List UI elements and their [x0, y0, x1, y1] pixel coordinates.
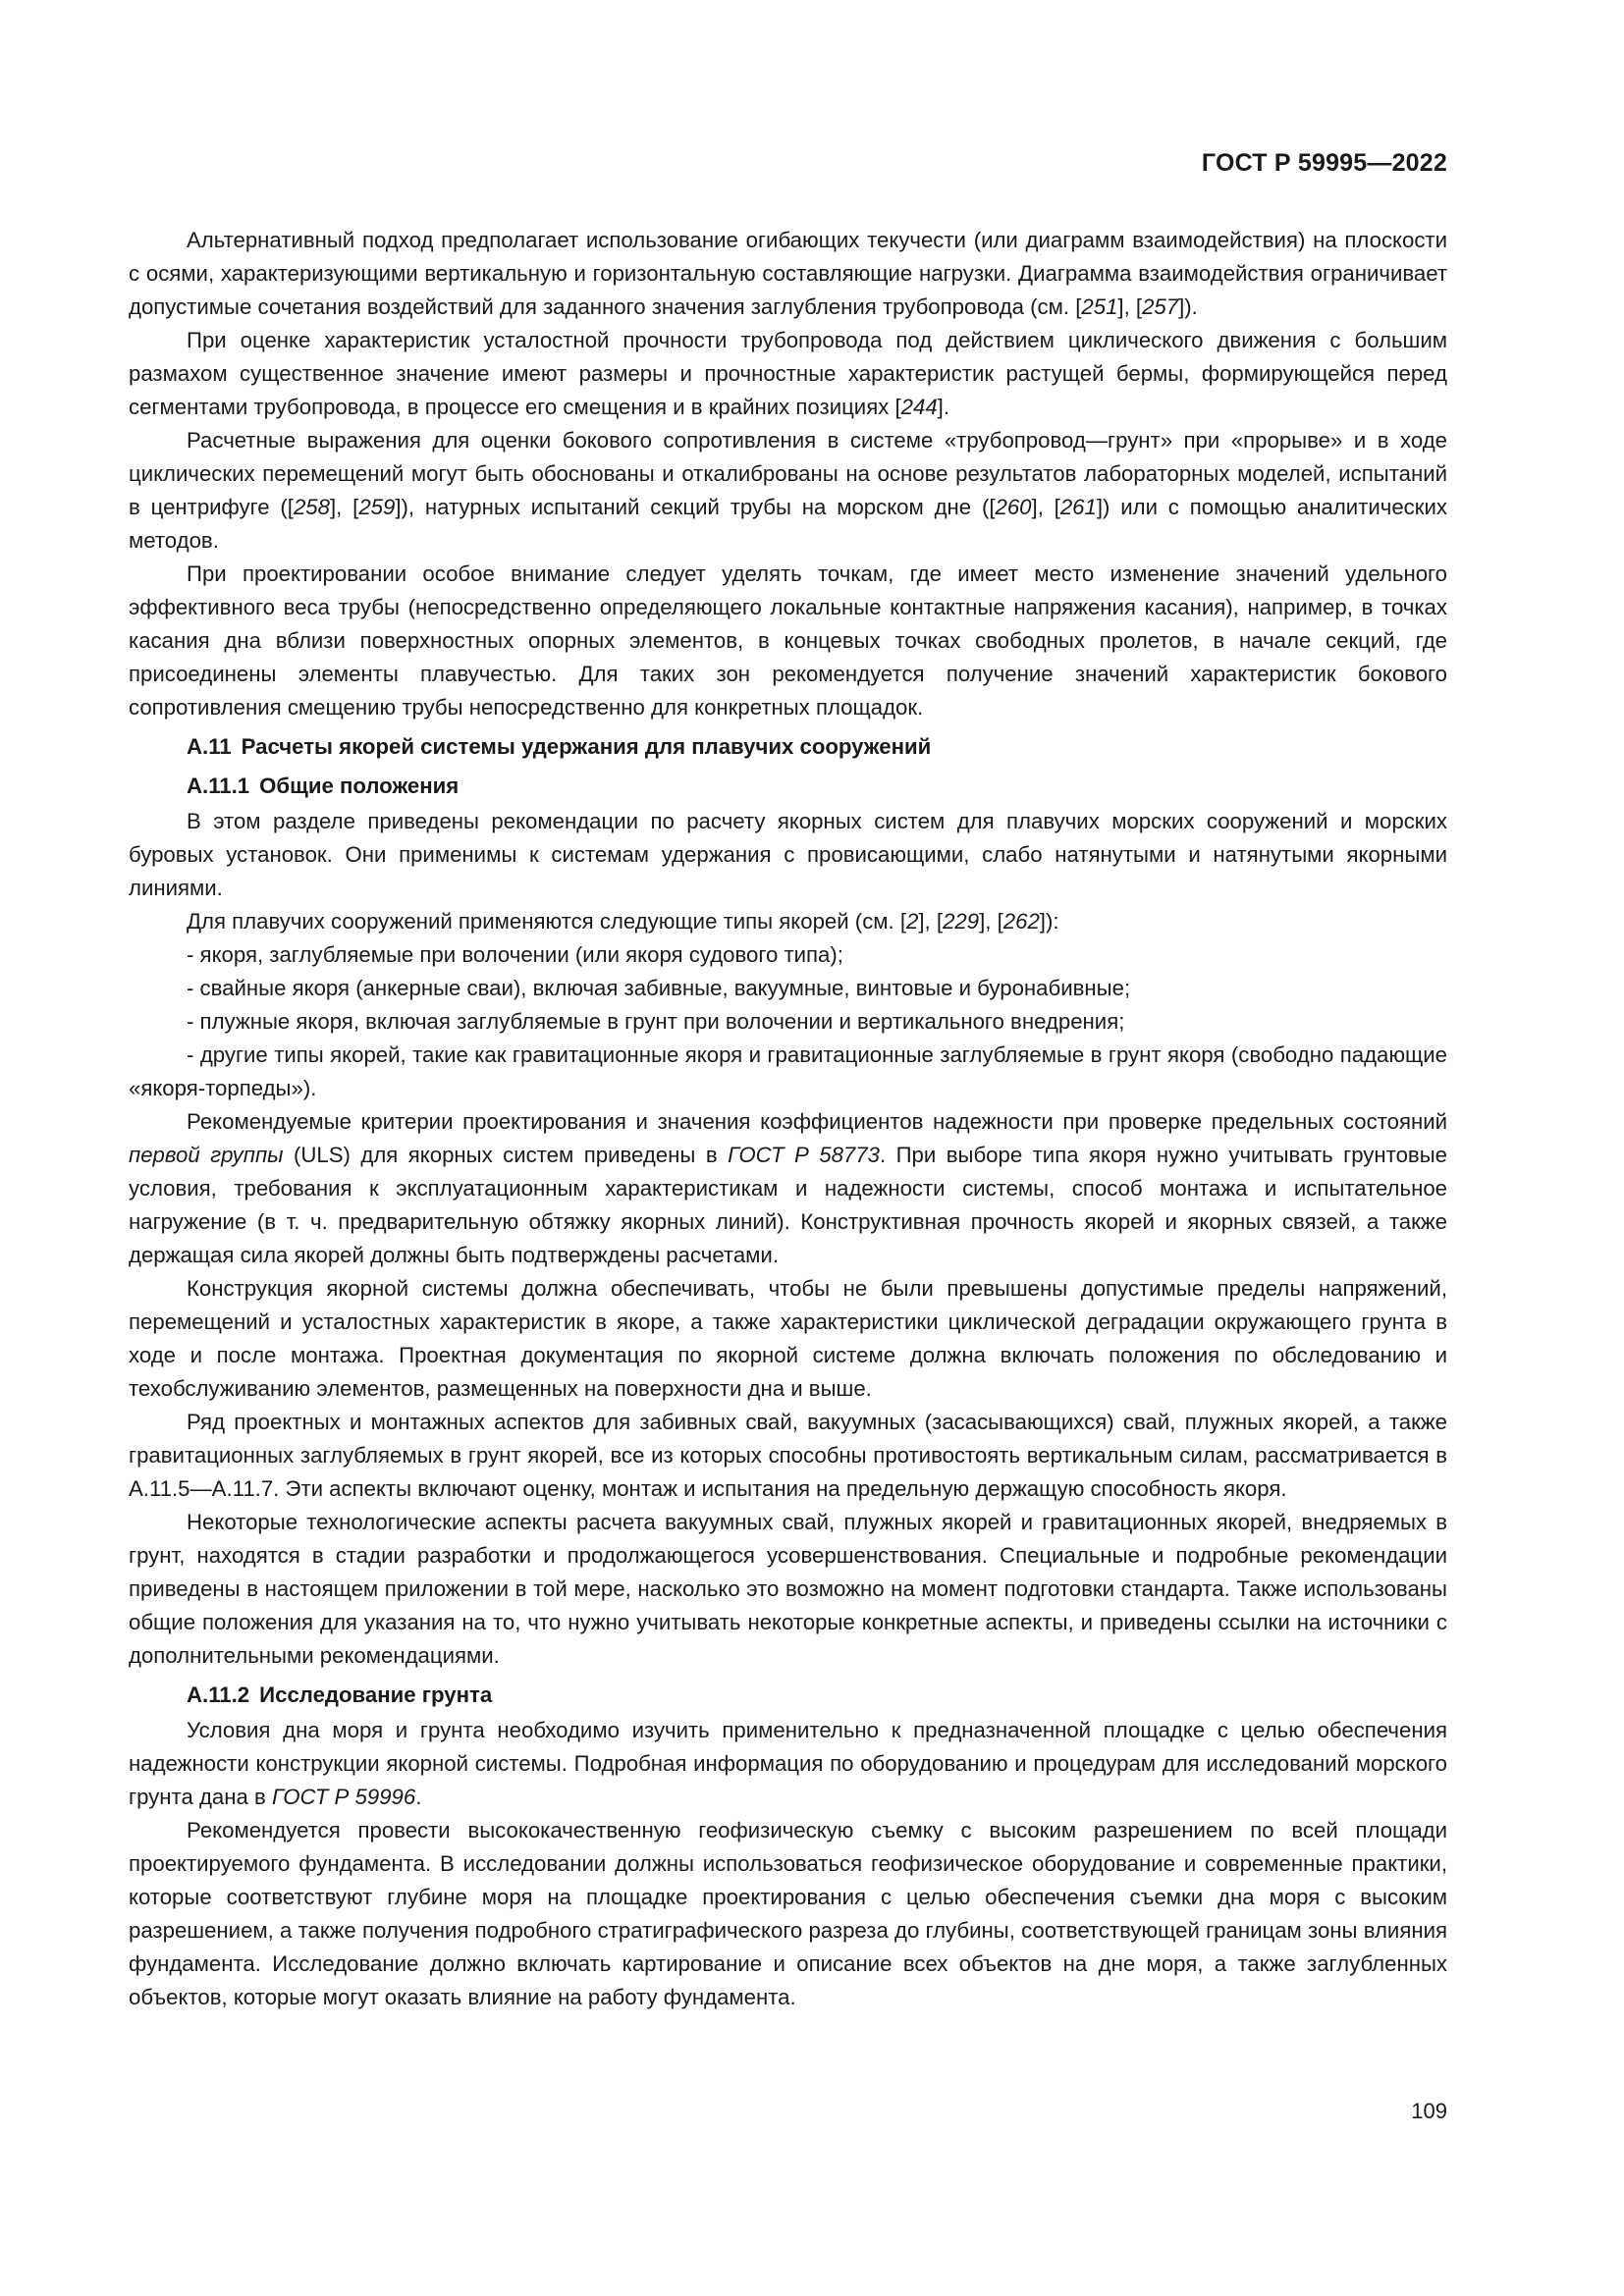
text-run: . — [415, 1785, 422, 1809]
section-number: А.11.2 — [187, 1682, 250, 1707]
text-run: Альтернативный подход предполагает использование огибающих текучести (или диаграмм взаимодействия) на плоскости с осями, характеризующими вертикальную и горизонтальную составляющие нагрузки. Диаграмма взаимодействия ограничивает допустимые сочетания воздействий для заданного значения заглубления трубопровода (см. [ — [129, 228, 1447, 319]
paragraph-design-attention: При проектировании особое внимание следует уделять точкам, где имеет место изменение значений удельного эффективного веса трубы (непосредственно определяющего локальные контактные напряжения касания), например, в точках касания дна вблизи поверхностных опорных элементов, в концевых точках свободных пролетов, в начале секций, где присоединены элементы плавучестью. Для таких зон рекомендуется получение значений характеристик бокового сопротивления смещению трубы непосредственно для конкретных площадок. — [129, 561, 1447, 720]
reference-229: 229 — [943, 909, 980, 934]
text-run: При оценке характеристик усталостной прочности трубопровода под действием циклического движения с большим размахом существенное значение имеют размеры и прочностные характеристик растущей бермы, формирующейся перед сегментами трубопровода, в процессе его смещения и в крайних позициях [ — [129, 328, 1447, 419]
text-run: Рекомендуемые критерии проектирования и значения коэффициентов надежности при проверке предельных состояний — [187, 1109, 1447, 1134]
section-number: А.11.1 — [187, 774, 250, 798]
text-run: ], [ — [1117, 294, 1143, 319]
standard-reference: ГОСТ Р 58773 — [728, 1143, 880, 1167]
section-number: А.11 — [187, 734, 232, 759]
list-item: - плужные якоря, включая заглубляемые в грунт при волочении и вертикального внедрения; — [187, 1009, 1125, 1034]
text-run: ], [ — [918, 909, 944, 934]
reference-2: 2 — [906, 909, 919, 934]
document-body — [129, 224, 1447, 2014]
text-run: ]): — [1039, 909, 1059, 934]
paragraph-anchor-types-intro — [129, 905, 1447, 938]
text-run: ]. — [937, 395, 950, 419]
text-run: (ULS) для якорных систем приведены в — [283, 1143, 729, 1167]
list-item: - свайные якоря (анкерные сваи), включая забивные, вакуумные, винтовые и буронабивные; — [187, 976, 1131, 1000]
text-run: ]). — [1178, 294, 1198, 319]
reference-262: 262 — [1002, 909, 1040, 934]
paragraph-technology-aspects: Некоторые технологические аспекты расчета вакуумных свай, плужных якорей и гравитационных якорей, внедряемых в грунт, находятся в стадии разработки и продолжающегося усовершенствования. Специальные и подробные рекомендации приведены в настоящем приложении в той мере, насколько это возможно на момент подготовки стандарта. Также использованы общие положения для указания на то, что нужно учитывать некоторые конкретные аспекты, и приведены ссылки на источники с дополнительными рекомендациями. — [129, 1510, 1447, 1668]
text-run: Для плавучих сооружений применяются следующие типы якорей (см. [ — [187, 909, 907, 934]
reference-259: 259 — [358, 495, 396, 519]
section-title: Общие положения — [259, 774, 460, 798]
paragraph-section-scope: В этом разделе приведены рекомендации по расчету якорных систем для плавучих морских сооружений и морских буровых установок. Они применимы к системам удержания с провисающими, слабо натянутыми и натянутыми якорными линиями. — [129, 809, 1447, 900]
text-run: ]), натурных испытаний секций трубы на морском дне ([ — [395, 495, 996, 519]
paragraph-yield-envelope — [129, 224, 1447, 324]
text-run: ], [ — [1031, 495, 1060, 519]
text-run: ], [ — [979, 909, 1003, 934]
text-run: ]) или с помощью аналитических методов. — [129, 495, 1447, 553]
paragraph-lateral-resistance — [129, 424, 1447, 558]
paragraph-geophysical-survey: Рекомендуется провести высококачественную геофизическую съемку с высоким разрешением по всей площади проектируемого фундамента. В исследовании должны использоваться геофизическое оборудование и современные практики, которые соответствуют глубине моря на площадке проектирования с целью обеспечения съемки дна моря с высоким разрешением, а также получения подробного стратиграфического разреза до глубины, соответствующей границам зоны влияния фундамента. Исследование должно включать картирование и описание всех объектов на дне моря, а также заглубленных объектов, которые могут оказать влияние на работу фундамента. — [129, 1818, 1447, 2009]
paragraph-fatigue-berm — [129, 324, 1447, 424]
section-heading-a111 — [129, 770, 1447, 803]
text-run: Расчетные выражения для оценки бокового сопротивления в системе «трубопровод—грунт» при «прорыве» и в ходе циклических перемещений могут быть обоснованы и откалиброваны на основе результатов лабораторных моделей, испытаний в центрифуге ([ — [129, 428, 1447, 519]
text-run: . При выборе типа якоря нужно учитывать грунтовые условия, требования к эксплуатационным характеристикам и надежности системы, способ монтажа и испытательное нагружение (в т. ч. предварительную обтяжку якорных линий). Конструктивная прочность якорей и якорных связей, а также держащая сила якорей должны быть подтверждены расчетами. — [129, 1143, 1447, 1267]
document-code-header: ГОСТ Р 59995—2022 — [1201, 149, 1447, 177]
text-run: ], [ — [330, 495, 359, 519]
page-number: 109 — [1411, 2099, 1447, 2123]
italic-term: первой группы — [129, 1143, 284, 1167]
paragraph-design-criteria — [129, 1105, 1447, 1272]
paragraph-seabed-conditions — [129, 1714, 1447, 1814]
section-title: Исследование грунта — [259, 1682, 493, 1707]
standard-reference: ГОСТ Р 59996 — [271, 1785, 416, 1809]
reference-258: 258 — [293, 495, 330, 519]
section-heading-a11 — [129, 730, 1447, 764]
list-item: - другие типы якорей, такие как гравитационные якоря и гравитационные заглубляемые в грунт якоря (свободно падающие «якоря-торпеды»). — [129, 1042, 1447, 1100]
reference-251: 251 — [1081, 294, 1118, 319]
paragraph-anchor-system-design: Конструкция якорной системы должна обеспечивать, чтобы не были превышены допустимые пределы напряжений, перемещений и усталостных характеристик в якоре, а также характеристики циклической деградации окружающего грунта в ходе и после монтажа. Проектная документация по якорной системе должна включать положения по обследованию и техобслуживанию элементов, размещенных на поверхности дна и выше. — [129, 1276, 1447, 1401]
reference-257: 257 — [1142, 294, 1179, 319]
reference-261: 261 — [1059, 495, 1097, 519]
reference-244: 244 — [900, 395, 938, 419]
text-run: Условия дна моря и грунта необходимо изучить применительно к предназначенной площадке с целью обеспечения надежности конструкции якорной системы. Подробная информация по оборудованию и процедурам для исследований морского грунта дана в — [129, 1718, 1447, 1809]
reference-260: 260 — [995, 495, 1032, 519]
section-title: Расчеты якорей системы удержания для плавучих сооружений — [241, 734, 932, 759]
section-heading-a112 — [129, 1679, 1447, 1712]
paragraph-design-aspects: Ряд проектных и монтажных аспектов для забивных свай, вакуумных (засасывающихся) свай, плужных якорей, а также гравитационных заглубляемых в грунт якорей, все из которых способны противостоять вертикальным силам, рассматривается в А.11.5—А.11.7. Эти аспекты включают оценку, монтаж и испытания на предельную держащую способность якоря. — [129, 1410, 1447, 1501]
list-item: - якоря, заглубляемые при волочении (или якоря судового типа); — [187, 942, 843, 967]
